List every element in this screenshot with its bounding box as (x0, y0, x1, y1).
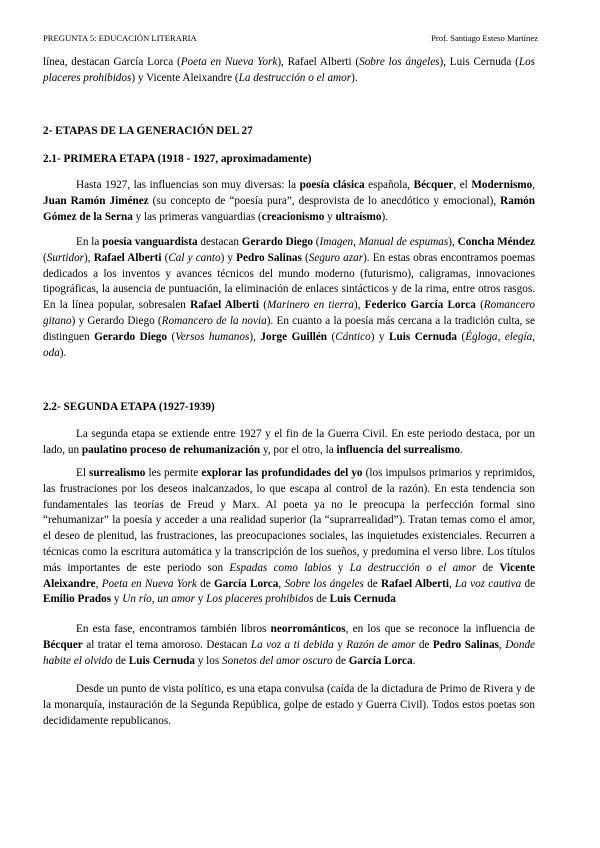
text-run: y (324, 210, 336, 223)
bold-run: Rafael Alberti (93, 251, 162, 264)
text-run: , el (453, 179, 472, 191)
text-run: , (498, 638, 506, 651)
italic-run: Romancero gitano (43, 299, 535, 327)
text-run: En la (76, 236, 103, 248)
bold-run: Pedro Salinas (432, 638, 499, 651)
text-run: ( (456, 330, 466, 343)
stage1-title: 2.1- PRIMERA ETAPA (1918 - 1927, aproximadamente) (43, 153, 312, 165)
bold-run: ultraísmo (335, 210, 382, 223)
text-run: El (76, 467, 90, 479)
text-run: ). (381, 210, 389, 223)
bold-run: Vicente Aleixandre (43, 561, 536, 590)
bold-run: surrealismo (89, 467, 146, 479)
text-run: y las primeras vanguardias ( (132, 210, 262, 223)
text-run: y (194, 593, 207, 606)
text-run: y los (194, 654, 223, 667)
italic-run: Poeta en Nueva York (180, 56, 278, 68)
text-run: ), (84, 251, 94, 264)
bold-run: Jorge Guillén (260, 330, 328, 343)
bold-run: poesía vanguardista (102, 236, 198, 248)
text-run: Hasta 1927, las influencias son muy diversas: la (76, 179, 300, 191)
bold-run: Ramón Gómez de la Serna (43, 194, 535, 223)
stage1-block (43, 178, 535, 225)
bold-run: Gerardo Diego (94, 330, 167, 343)
text-run: ) y (220, 251, 237, 264)
text-run: y, por el otro, la (260, 443, 337, 456)
bold-run: Luis Cernuda (329, 593, 396, 606)
bold-run: García Lorca (348, 654, 413, 667)
stage2-paragraph-4 (43, 682, 535, 729)
text-run: ( (327, 330, 336, 343)
text-run: ). (59, 346, 67, 359)
intro-paragraph (43, 55, 535, 87)
text-run: ), (448, 236, 458, 248)
bold-run: poesía clásica (299, 179, 365, 191)
text-run: de (476, 561, 500, 574)
text-run: (los impulsos primarios y reprimidos, las frustraciones por los deseos inalcanzados, lo que escapa al control de la razón). En esta tendencia son fundamentales las teorías de Freud y Marx. Al poeta ya no le preocupa la perfección formal sino “rehumanizar” la poesía y acceder a una realidad superior (la “suprarrealidad”). Tratan temas como el amor, el deseo de plenitud, las frustraciones, las preocupaciones sociales, las inquietudes existenciales. Recurren a técnicas como la escritura automática y la transcripción de los sueños, y predomina el verso libre. Los títulos más importantes de este periodo son (43, 467, 535, 574)
text-run: y (331, 561, 350, 574)
stage2-block-4 (43, 682, 535, 729)
text-run: de (363, 577, 382, 590)
text-run: línea, destacan García Lorca ( (43, 56, 181, 68)
text-run: ). En estas obras encontramos poemas dedicados a los inventos y avances técnicos del mundo moderno (futurismo), caligramas, innovaciones tipográficas, la ausencia de puntuación, la eliminación de enlaces sintácticos y de la rima, entre otros rasgos. En la línea popular, sobresalen (43, 251, 535, 312)
italic-run: La voz a ti debida (250, 638, 334, 651)
italic-run: Seguro azar (308, 251, 364, 264)
italic-run: Un río, un amor (122, 593, 195, 606)
header-subject: PREGUNTA 5: EDUCACIÓN LITERARIA (43, 33, 197, 43)
text-run: de (521, 577, 536, 590)
text-run: ( (43, 251, 47, 264)
bold-run: paulatino proceso de rehumanización (81, 443, 261, 456)
text-run: ), Rafael Alberti ( (277, 56, 360, 68)
italic-run: Imagen, Manual de espumas (319, 236, 449, 248)
bold-run: neorrománticos (270, 623, 346, 635)
text-run: de (112, 654, 129, 667)
bold-run: explorar las profundidades del yo (201, 467, 363, 479)
italic-run: Sobre los ángeles (284, 577, 364, 590)
text-run: , (448, 577, 456, 590)
text-run: , (532, 179, 536, 191)
stage2-block-3 (43, 622, 535, 669)
text-run: ) y (370, 330, 390, 343)
italic-run: Donde habite el olvido (43, 638, 536, 667)
text-run: les permite (145, 467, 202, 479)
italic-run: Razón de amor (346, 638, 416, 651)
italic-run: Marinero en tierra (266, 299, 354, 312)
italic-run: Los placeres prohibidos (43, 56, 536, 84)
italic-run: La destrucción o el amor (349, 561, 477, 574)
text-run: En esta fase, encontramos también libros (76, 623, 271, 635)
bold-run: Concha Méndez (457, 236, 536, 248)
text-run: ( (475, 299, 484, 312)
text-run: ) y Vicente Aleixandre ( (131, 71, 239, 84)
bold-run: creacionismo (261, 210, 325, 223)
bold-run: García Lorca (213, 577, 279, 590)
stage1-paragraph-1 (43, 178, 535, 225)
text-run: ). (351, 71, 358, 84)
text-run: ( (301, 251, 309, 264)
text-run: de (313, 593, 330, 606)
text-run: al tratar el tema amoroso. Destacan (82, 638, 251, 651)
stage2-paragraph-1 (43, 427, 535, 459)
italic-run: Sonetos del amor oscuro (222, 654, 333, 667)
bold-run: Luis Cernuda (389, 330, 457, 343)
stage2-paragraph-2 (43, 466, 535, 608)
bold-run: Bécquer (43, 638, 83, 651)
text-run: ( (312, 236, 320, 248)
text-run: destacan (197, 236, 242, 248)
bold-run: Modernismo (471, 179, 533, 191)
text-run: de (332, 654, 349, 667)
italic-run: Égloga, elegía, oda (43, 330, 535, 359)
text-run: ), (249, 330, 261, 343)
text-run: ( (166, 330, 176, 343)
italic-run: Cal y canto (168, 251, 221, 264)
text-run: ), Luis Cernuda ( (439, 56, 519, 68)
text-run: , (95, 577, 102, 590)
italic-run: Poeta en Nueva York (101, 577, 197, 590)
italic-run: Espadas como labios (229, 561, 332, 574)
italic-run: Romancero de la novia (161, 314, 267, 327)
bold-run: Rafael Alberti (381, 577, 449, 590)
text-run: y (333, 638, 347, 651)
text-run: La segunda etapa se extiende entre 1927 y el fin de la Guerra Civil. En este periodo destaca, por un lado, un (43, 428, 535, 456)
text-run: , en los que se reconoce la influencia de (345, 623, 535, 635)
section-title: 2- ETAPAS DE LA GENERACIÓN DEL 27 (43, 125, 253, 137)
italic-run: La destrucción o el amor (238, 71, 352, 84)
bold-run: Federico García Lorca (364, 299, 476, 312)
stage2-block-1 (43, 427, 535, 459)
text-run: ), (353, 299, 365, 312)
italic-run: La voz cautiva (455, 577, 522, 590)
stage1-paragraph-2 (43, 235, 535, 361)
text-run: , (278, 577, 285, 590)
text-run: de (196, 577, 214, 590)
text-run: ( (258, 299, 267, 312)
bold-run: Bécquer (413, 179, 454, 191)
text-run: . (459, 443, 463, 456)
bold-run: Juan Ramón Jiménez (43, 194, 149, 207)
text-run: de (415, 638, 433, 651)
text-run: . (412, 654, 416, 667)
text-run: y (111, 593, 123, 606)
text-run: ) y Gerardo Diego ( (71, 314, 162, 327)
text-run: (su concepto de “poesía pura”, desprovista de lo anecdótico y emocional), (148, 194, 501, 207)
bold-run: Pedro Salinas (236, 251, 302, 264)
italic-run: Versos humanos (175, 330, 250, 343)
italic-run: Sobre los ángeles (359, 56, 440, 68)
header-author: Prof. Santiago Esteso Martínez (431, 33, 538, 43)
italic-run: Los placeres prohibidos (206, 593, 314, 606)
intro-block (43, 55, 535, 87)
text-run: española, (364, 179, 414, 191)
italic-run: Surtidor (46, 251, 85, 264)
stage2-title: 2.2- SEGUNDA ETAPA (1927-1939) (43, 401, 215, 413)
bold-run: Luis Cernuda (128, 654, 195, 667)
stage2-paragraph-3 (43, 622, 535, 669)
stage2-block-2 (43, 466, 535, 608)
bold-run: Emilio Prados (43, 593, 112, 606)
bold-run: influencia del surrealismo (336, 443, 460, 456)
text-run: Desde un punto de vista político, es una etapa convulsa (caída de la dictadura de Primo de Rivera y de la monarquía, instauración de la Segunda República, golpe de estado y Guerra Civil). Todos estos poetas son decididamente republicanos. (43, 683, 535, 727)
bold-run: Gerardo Diego (241, 236, 313, 248)
text-run: ( (161, 251, 169, 264)
bold-run: Rafael Alberti (190, 299, 259, 312)
text-run: ). En cuanto a la poesía más cercana a la tradición culta, se distinguen (43, 314, 535, 343)
italic-run: Cántico (335, 330, 371, 343)
stage1-block-2 (43, 235, 535, 361)
